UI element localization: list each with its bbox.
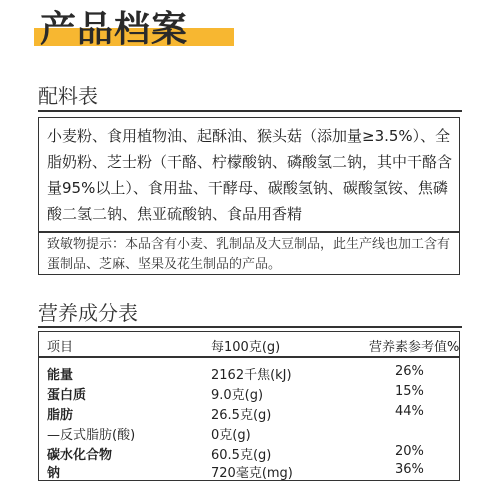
nutrition-divider [38,326,462,328]
row-item: 钠 [47,466,61,481]
table-row [39,402,459,422]
column-header-item: 项目 [47,340,74,355]
ingredients-divider [38,110,462,112]
row-per100: 720毫克(mg) [211,466,293,481]
nutrition-heading: 营养成分表 [38,301,138,325]
row-item: 碳水化合物 [47,448,113,463]
row-per100: 9.0克(g) [211,388,264,403]
column-header-nrv: 营养素参考值% [369,340,460,355]
row-item: 蛋白质 [47,388,87,403]
row-per100: 0克(g) [211,428,251,443]
allergen-notice: 致敏物提示：本品含有小麦、乳制品及大豆制品，此生产线也加工含有蛋制品、芝麻、坚果及花生制品的产品。 [47,237,451,272]
page-title: 产品档案 [40,9,189,50]
table-row [39,422,459,442]
row-per100: 60.5克(g) [211,448,272,463]
row-item: 能量 [47,368,74,383]
table-row [39,442,459,462]
table-row [39,382,459,402]
table-row [39,460,459,480]
row-item: 脂肪 [47,408,74,423]
ingredients-heading: 配料表 [38,84,98,108]
row-nrv: 26% [395,364,424,379]
row-per100: 26.5克(g) [211,408,272,423]
nutrition-header-divider [39,356,459,358]
column-header-per100: 每100克(g) [211,340,281,355]
nutrition-table [38,331,460,481]
nutrition-table-header [39,332,459,354]
row-nrv: 36% [395,462,424,477]
row-item: —反式脂肪(酸) [47,428,136,443]
ingredients-text: 小麦粉、食用植物油、起酥油、猴头菇（添加量≥3.5%）、全脂奶粉、芝士粉（干酪、柠檬酸钠、磷酸氢二钠，其中干酪含量95%以上）、食用盐、干酵母、碳酸氢钠、碳酸氢铵、焦磷酸二氢二钠、焦亚硫酸钠、食品用香精 [47,127,453,223]
row-nrv: 15% [395,384,424,399]
row-nrv: 20% [395,444,424,459]
row-per100: 2162千焦(kJ) [211,368,292,383]
table-row [39,362,459,382]
ingredients-box [38,117,460,275]
row-nrv: 44% [395,404,424,419]
ingredients-inner-divider [39,231,459,233]
